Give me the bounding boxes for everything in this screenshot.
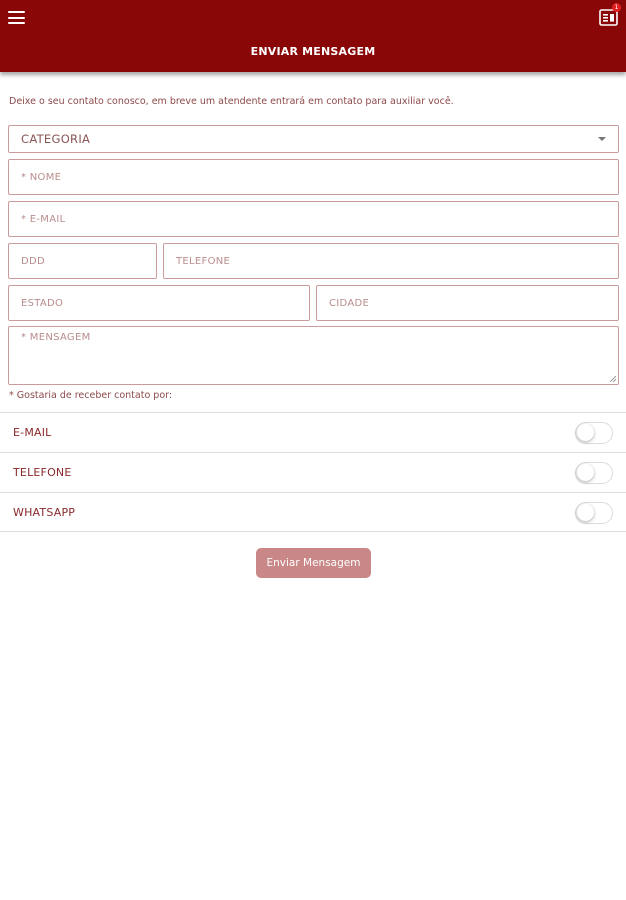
contact-option-label: WHATSAPP — [13, 505, 76, 519]
phone-toggle[interactable] — [575, 462, 613, 484]
ddd-input[interactable]: DDD — [8, 243, 157, 279]
page-title: ENVIAR MENSAGEM — [250, 45, 376, 58]
category-value: CATEGORIA — [21, 132, 91, 146]
state-input[interactable]: ESTADO — [8, 285, 310, 321]
contact-option-label: TELEFONE — [13, 466, 72, 479]
name-input[interactable]: * NOME — [8, 159, 619, 195]
phone-input[interactable]: TELEFONE — [163, 243, 619, 279]
message-textarea[interactable] — [8, 326, 619, 385]
contact-preference-note: * Gostaria de receber contato por: — [9, 390, 173, 401]
email-toggle[interactable] — [575, 422, 613, 444]
notification-badge: 1 — [612, 3, 621, 12]
intro-text: Deixe o seu contato conosco, em breve um atendente entrará em contato para auxiliar você. — [9, 96, 454, 107]
whatsapp-toggle[interactable] — [575, 502, 613, 524]
message-placeholder: * MENSAGEM — [21, 332, 91, 343]
dropdown-arrow-icon — [598, 137, 606, 141]
app-header — [0, 0, 626, 72]
contact-option-email — [0, 412, 626, 452]
resize-handle-icon[interactable] — [610, 376, 616, 382]
send-message-button[interactable]: Enviar Mensagem — [256, 548, 371, 578]
city-input[interactable]: CIDADE — [316, 285, 619, 321]
contact-option-whatsapp — [0, 492, 626, 532]
category-select[interactable] — [8, 125, 619, 153]
email-input[interactable]: * E-MAIL — [8, 201, 619, 237]
hamburger-menu-icon[interactable] — [8, 11, 25, 24]
contact-option-label: E-MAIL — [13, 426, 52, 439]
contact-option-phone — [0, 452, 626, 492]
